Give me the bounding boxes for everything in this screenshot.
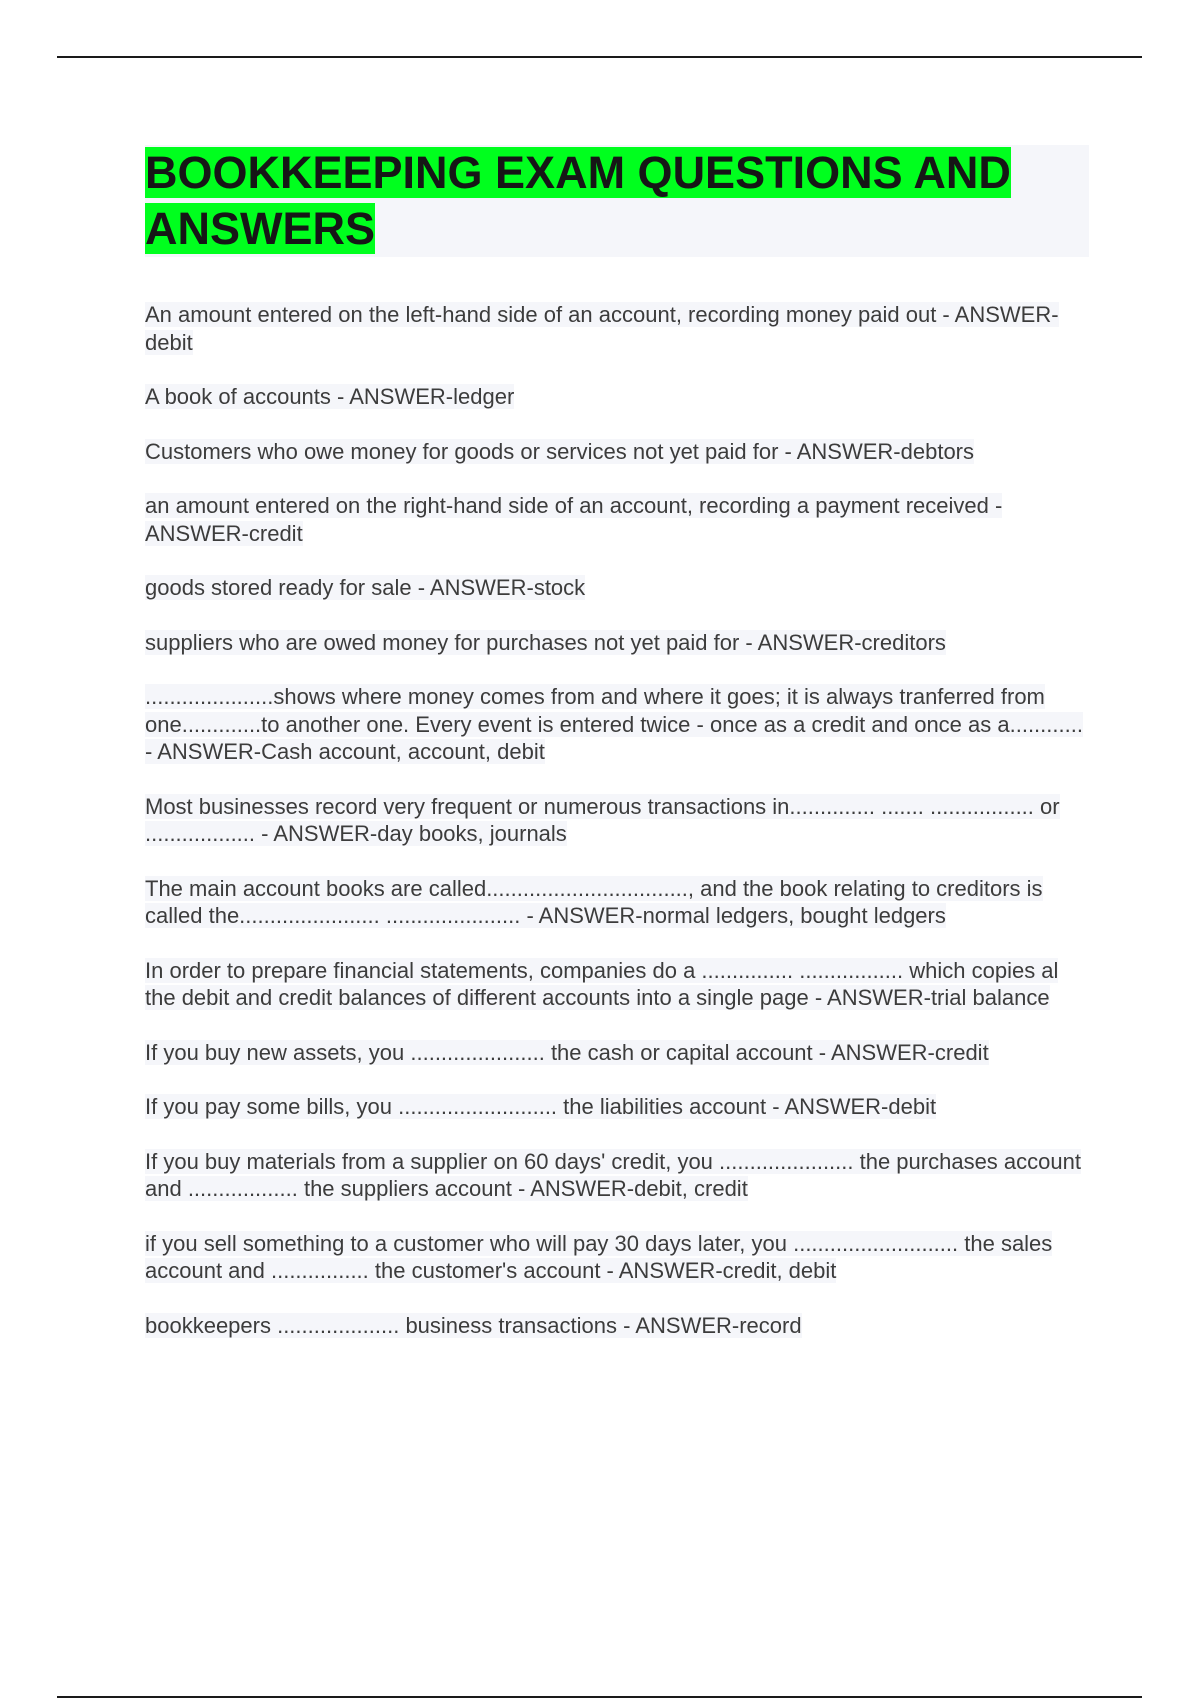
title-block xyxy=(145,145,1089,257)
bottom-rule xyxy=(57,1696,1142,1698)
qa-item: If you pay some bills, you .......................... the liabilities account - ANSWER-debit xyxy=(145,1094,937,1119)
qa-item: An amount entered on the left-hand side of an account, recording money paid out - ANSWER-debit xyxy=(145,302,1059,355)
qa-item: suppliers who are owed money for purchases not yet paid for - ANSWER-creditors xyxy=(145,629,946,655)
qa-item: goods stored ready for sale - ANSWER-stock xyxy=(145,575,586,600)
qa-item: .....................shows where money comes from and where it goes; it is always tranferred from one.............to another one. Every event is entered twice - once as a credit and once as a............ - ANSWER-Cash account, account, debit xyxy=(145,684,1083,764)
document-body xyxy=(145,145,1090,1366)
qa-item: The main account books are called................................., and the book relating to creditors is called the....................... ...................... - ANSWER-normal ledgers, bought ledgers xyxy=(145,875,1043,928)
qa-list xyxy=(145,301,1090,1339)
document-title xyxy=(145,145,1089,257)
qa-item: In order to prepare financial statements, companies do a ............... ................. which copies al the debit and credit balances of different accounts into a single page - ANSWER-trial balance xyxy=(145,957,1059,1010)
title-highlight: BOOKKEEPING EXAM QUESTIONS AND ANSWERS xyxy=(145,147,1011,254)
top-rule xyxy=(57,56,1142,58)
qa-item: an amount entered on the right-hand side of an account, recording a payment received - ANSWER-credit xyxy=(145,493,1003,546)
qa-item: If you buy materials from a supplier on 60 days' credit, you ...................... the purchases account and .................. the suppliers account - ANSWER-debit, credit xyxy=(145,1148,1081,1201)
qa-item: A book of accounts - ANSWER-ledger xyxy=(145,384,515,409)
qa-item: bookkeepers .................... business transactions - ANSWER-record xyxy=(145,1312,802,1338)
qa-item: If you buy new assets, you ...................... the cash or capital account - ANSWER-credit xyxy=(145,1039,989,1065)
qa-item: Customers who owe money for goods or services not yet paid for - ANSWER-debtors xyxy=(145,438,975,464)
qa-item: if you sell something to a customer who will pay 30 days later, you ........................... the sales account and ................ the customer's account - ANSWER-credit, debit xyxy=(145,1230,1053,1283)
qa-item: Most businesses record very frequent or numerous transactions in.............. ....... ................. or .................. - ANSWER-day books, journals xyxy=(145,793,1060,846)
